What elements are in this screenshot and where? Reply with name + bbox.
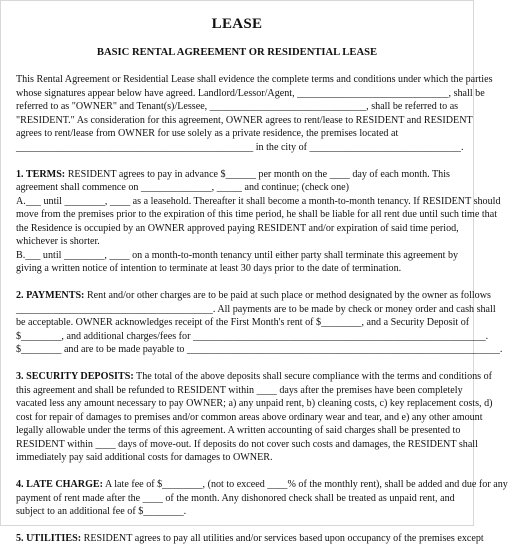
terms-line: giving a written notice of intention to terminate at least 30 days prior to the date of termination. bbox=[16, 263, 402, 274]
terms-text: RESIDENT agrees to pay in advance $______ per month on the ____ day of each month. This bbox=[65, 168, 450, 180]
security-heading: 3. SECURITY DEPOSITS: bbox=[16, 371, 134, 382]
late-charge-heading: 4. LATE CHARGE: bbox=[16, 479, 104, 490]
payments-section bbox=[16, 289, 503, 357]
utilities-heading: 5. UTILITIES: bbox=[16, 533, 82, 544]
document-body bbox=[16, 73, 508, 546]
payments-line: $________, and additional charges/fees for __________________________________________________________. bbox=[16, 330, 489, 342]
payments-first-line bbox=[16, 289, 491, 303]
document-subtitle: BASIC RENTAL AGREEMENT OR RESIDENTIAL LEASE bbox=[96, 47, 378, 58]
security-line: this agreement and shall be refunded to RESIDENT within ____ days after the premises have been completely bbox=[16, 384, 463, 396]
intro-line: agrees to rent/lease from OWNER for use solely as a private residence, the premises located at bbox=[16, 128, 399, 139]
intro-line: "RESIDENT." As consideration for this agreement, OWNER agrees to rent/lease to RESIDENT and RESIDENT bbox=[16, 114, 473, 126]
security-line: RESIDENT within ____ days of move-out. If deposits do not cover such costs and damages, the RESIDENT shall bbox=[16, 438, 478, 450]
terms-line: agreement shall commence on ______________, _____ and continue; (check one) bbox=[16, 182, 349, 193]
security-line: vacated less any amount necessary to pay OWNER; a) any unpaid rent, b) cleaning costs, c) key replacement costs, d) bbox=[16, 398, 493, 409]
terms-line: whichever is shorter. bbox=[16, 236, 100, 247]
utilities-section bbox=[16, 532, 484, 546]
security-first-line bbox=[16, 370, 493, 384]
payments-text: Rent and/or other charges are to be paid at such place or method designated by the owner as follows bbox=[84, 290, 491, 301]
late-charge-first-line bbox=[16, 478, 508, 492]
payments-heading: 2. PAYMENTS: bbox=[16, 290, 85, 301]
terms-first-line bbox=[16, 168, 455, 182]
security-line: immediately pay said additional costs for damages to OWNER. bbox=[16, 452, 273, 463]
intro-line: referred to as "OWNER" and Tenant(s)/Lessee, _______________________________, shall be referred to as bbox=[16, 101, 459, 112]
late-charge-line: subject to an additional fee of $________. bbox=[16, 506, 187, 517]
late-charge-line: payment of rent made after the ____ of the month. Any dishonored check shall be treated as unpaid rent, and bbox=[16, 492, 455, 504]
security-text: The total of the above deposits shall secure compliance with the terms and conditions of bbox=[133, 371, 493, 382]
terms-line: A.___ until ________, ____ as a leasehold. Thereafter it shall become a month-to-month tenancy. If RESIDENT should bbox=[16, 195, 501, 207]
payments-line: _______________________________________. All payments are to be made by check or money order and cash shall bbox=[16, 303, 496, 315]
intro-line: This Rental Agreement or Residential Lease shall evidence the complete terms and conditions under which the parties bbox=[16, 74, 493, 85]
late-charge-text: A late fee of $________, (not to exceed ____% of the monthly rent), shall be added and due for any bbox=[103, 479, 508, 490]
intro-paragraph bbox=[16, 73, 493, 154]
intro-line: whose signatures appear below have agreed. Landlord/Lessor/Agent, ______________________________, shall be bbox=[16, 87, 485, 99]
utilities-first-line bbox=[16, 532, 484, 546]
intro-line: _______________________________________________ in the city of ______________________________. bbox=[16, 141, 464, 153]
security-line: legally allowable under the terms of this agreement. A written accounting of said charges shall be presented to bbox=[16, 425, 461, 436]
terms-line: move from the premises prior to the expiration of this time period, he shall be liable for all rent due until such time that bbox=[16, 209, 498, 220]
utilities-text: RESIDENT agrees to pay all utilities and/or services based upon occupancy of the premises except bbox=[81, 533, 484, 544]
security-deposits-section bbox=[16, 370, 493, 465]
security-line: cost for repair of damages to premises and/or common areas above ordinary wear and tear, and e) any other amount bbox=[16, 411, 483, 423]
terms-section bbox=[16, 168, 501, 276]
payments-line: $________ and are to be made payable to ______________________________________________________________. bbox=[16, 344, 503, 355]
terms-line: the Residence is occupied by an OWNER approved paying RESIDENT and/or expiration of said time period, bbox=[16, 222, 459, 234]
terms-line: B.___ until ________, ____ on a month-to-month tenancy until either party shall terminate this agreement by bbox=[16, 249, 459, 261]
late-charge-section bbox=[16, 478, 508, 519]
payments-line: be acceptable. OWNER acknowledges receipt of the First Month's rent of $________, and a Security Deposit of bbox=[16, 317, 470, 328]
terms-heading: 1. TERMS: bbox=[16, 168, 66, 180]
document-title: LEASE bbox=[211, 16, 263, 32]
